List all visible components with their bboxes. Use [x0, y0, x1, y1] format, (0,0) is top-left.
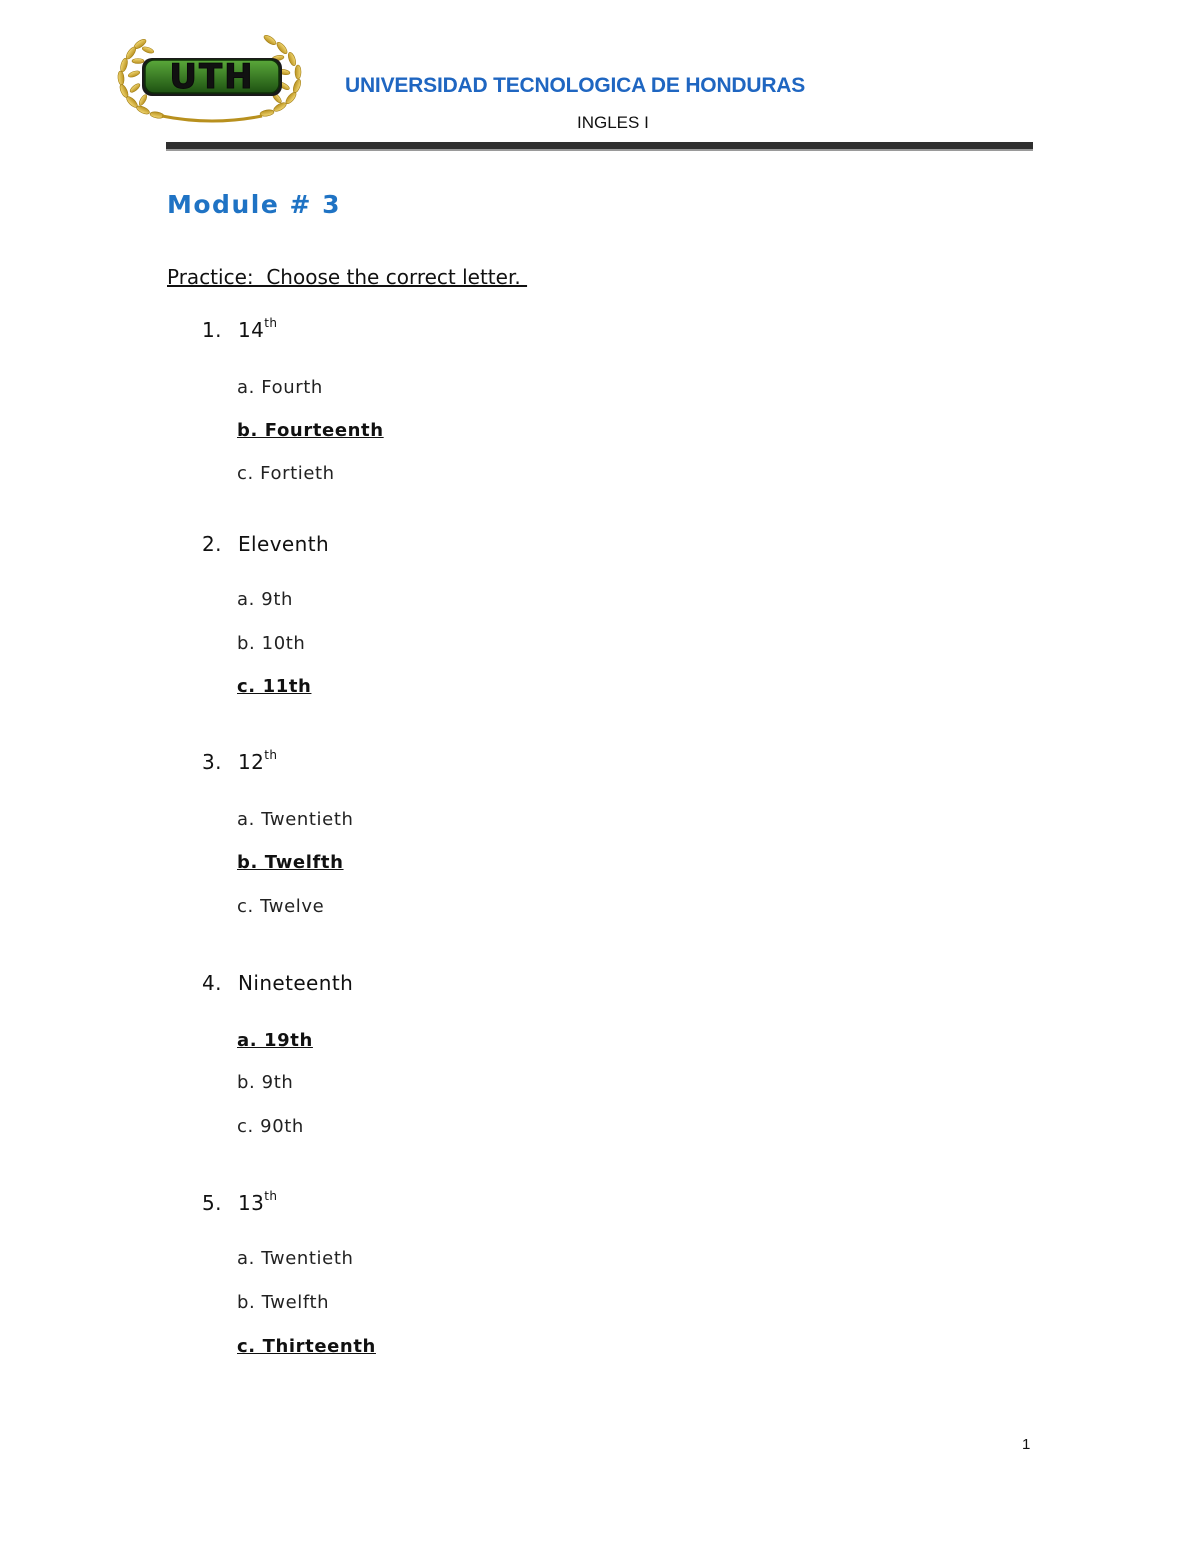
option-1c[interactable]: c. Fortieth — [237, 463, 335, 484]
option-3a[interactable]: a. Twentieth — [237, 809, 354, 830]
laurel-logo-icon — [112, 28, 312, 124]
university-name: UNIVERSIDAD TECNOLOGICA DE HONDURAS — [345, 74, 806, 97]
question-number: 3. — [202, 750, 222, 774]
question-1 — [202, 318, 277, 342]
option-5a[interactable]: a. Twentieth — [237, 1248, 354, 1269]
option-5b[interactable]: b. Twelfth — [237, 1292, 330, 1313]
option-2a[interactable]: a. 9th — [237, 589, 293, 610]
option-4c[interactable]: c. 90th — [237, 1116, 304, 1137]
question-number: 5. — [202, 1191, 222, 1215]
option-3c[interactable]: c. Twelve — [237, 896, 325, 917]
question-text: 13 — [238, 1191, 265, 1215]
question-text: 12 — [238, 750, 265, 774]
question-text: Eleventh — [238, 532, 330, 556]
question-suffix: th — [264, 748, 278, 763]
option-2b[interactable]: b. 10th — [237, 633, 306, 654]
question-suffix: th — [264, 316, 278, 331]
option-2c-correct[interactable]: c. 11th — [237, 676, 312, 697]
option-1b-correct[interactable]: b. Fourteenth — [237, 420, 384, 441]
option-5c-correct[interactable]: c. Thirteenth — [237, 1336, 376, 1357]
option-4a-correct[interactable]: a. 19th — [237, 1030, 313, 1051]
course-name: INGLES I — [577, 113, 649, 132]
question-2 — [202, 532, 329, 556]
question-3 — [202, 750, 277, 774]
question-4 — [202, 971, 353, 995]
option-4b[interactable]: b. 9th — [237, 1072, 294, 1093]
module-title: Module # 3 — [167, 190, 342, 219]
question-suffix: th — [264, 1189, 278, 1204]
header-divider — [166, 142, 1033, 149]
instruction-text: Practice: Choose the correct letter. — [167, 265, 528, 289]
header-divider-shadow — [166, 149, 1033, 151]
option-3b-correct[interactable]: b. Twelfth — [237, 852, 344, 873]
svg-text:UTH: UTH — [169, 57, 255, 97]
page-number: 1 — [1022, 1436, 1031, 1453]
university-logo — [112, 28, 312, 124]
question-number: 4. — [202, 971, 222, 995]
question-text: Nineteenth — [238, 971, 354, 995]
question-5 — [202, 1191, 277, 1215]
question-text: 14 — [238, 318, 265, 342]
option-1a[interactable]: a. Fourth — [237, 377, 323, 398]
question-number: 1. — [202, 318, 222, 342]
question-number: 2. — [202, 532, 222, 556]
